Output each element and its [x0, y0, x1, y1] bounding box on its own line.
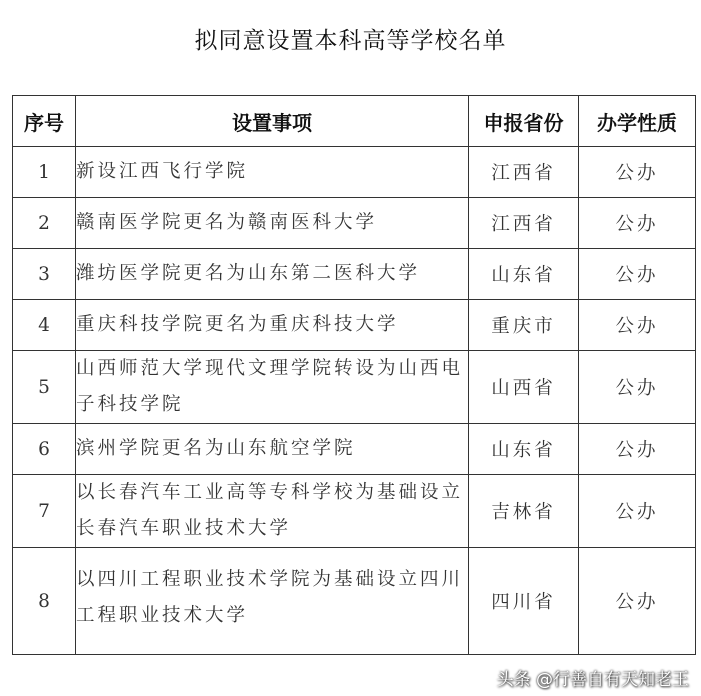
row-type: 公办: [579, 198, 696, 249]
row-number: 8: [13, 548, 76, 655]
row-province: 山西省: [469, 351, 579, 424]
document-title: 拟同意设置本科高等学校名单: [194, 28, 507, 54]
row-item: 赣南医学院更名为赣南医科大学: [76, 198, 469, 249]
row-type: 公办: [579, 147, 696, 198]
row-number: 7: [13, 475, 76, 548]
row-item: 潍坊医学院更名为山东第二医科大学: [76, 249, 469, 300]
row-province: 江西省: [469, 198, 579, 249]
table-row: [13, 300, 696, 351]
row-province: 吉林省: [469, 475, 579, 548]
table-row: [13, 548, 696, 655]
row-province: 山东省: [469, 424, 579, 475]
row-province: 重庆市: [469, 300, 579, 351]
row-type: 公办: [579, 475, 696, 548]
row-item: 重庆科技学院更名为重庆科技大学: [76, 300, 469, 351]
row-number: 4: [13, 300, 76, 351]
row-item: 以长春汽车工业高等专科学校为基础设立长春汽车职业技术大学: [76, 475, 469, 548]
row-type: 公办: [579, 424, 696, 475]
row-item: 以四川工程职业技术学院为基础设立四川工程职业技术大学: [76, 548, 469, 655]
row-number: 1: [13, 147, 76, 198]
source-watermark: 头条 @行善自有天知老王: [496, 670, 689, 690]
header-school-type: 办学性质: [579, 96, 696, 147]
row-type: 公办: [579, 300, 696, 351]
row-number: 2: [13, 198, 76, 249]
header-setup-item: 设置事项: [76, 96, 469, 147]
table-row: [13, 351, 696, 424]
university-list-table: [12, 95, 696, 655]
row-number: 6: [13, 424, 76, 475]
table-row: [13, 249, 696, 300]
table-row: [13, 475, 696, 548]
row-item: 滨州学院更名为山东航空学院: [76, 424, 469, 475]
header-serial-number: 序号: [13, 96, 76, 147]
table-header-row: [13, 96, 696, 147]
row-province: 江西省: [469, 147, 579, 198]
row-type: 公办: [579, 249, 696, 300]
row-number: 5: [13, 351, 76, 424]
header-province: 申报省份: [469, 96, 579, 147]
row-item: 新设江西飞行学院: [76, 147, 469, 198]
table-row: [13, 198, 696, 249]
row-province: 山东省: [469, 249, 579, 300]
table-row: [13, 424, 696, 475]
row-item: 山西师范大学现代文理学院转设为山西电子科技学院: [76, 351, 469, 424]
row-type: 公办: [579, 548, 696, 655]
row-province: 四川省: [469, 548, 579, 655]
row-type: 公办: [579, 351, 696, 424]
table-row: [13, 147, 696, 198]
row-number: 3: [13, 249, 76, 300]
